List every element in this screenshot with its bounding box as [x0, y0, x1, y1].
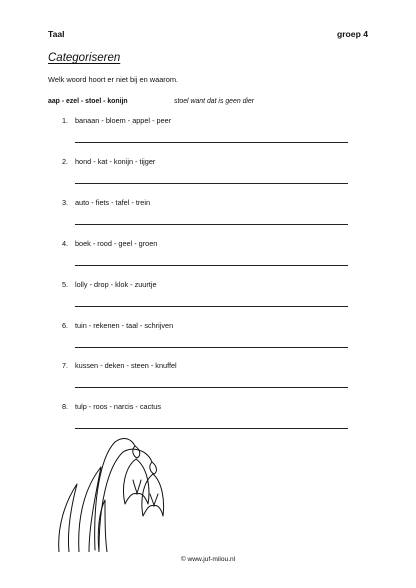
answer-line[interactable] [75, 347, 348, 348]
exercise-item [0, 361, 416, 401]
exercise-item [0, 116, 416, 156]
item-words: auto - fiets - tafel - trein [75, 198, 151, 207]
item-number: 1. [62, 116, 69, 125]
flower-bud [133, 446, 140, 458]
item-number: 8. [62, 402, 69, 411]
stem [99, 449, 152, 550]
answer-line[interactable] [75, 142, 348, 143]
copyright-footer: © www.juf-milou.nl [180, 556, 236, 563]
stem [95, 439, 135, 550]
leaf [79, 467, 101, 552]
item-number: 7. [62, 361, 69, 370]
item-words: banaan - bloem - appel - peer [75, 116, 172, 125]
flower-petal [123, 459, 148, 504]
exercise-item [0, 157, 416, 197]
item-words: hond - kat - konijn - tijger [75, 157, 156, 166]
item-number: 6. [62, 321, 69, 330]
page-title: Categoriseren [48, 52, 121, 64]
flower-petal [142, 474, 164, 516]
exercise-item [0, 280, 416, 320]
example-answer: stoel want dat is geen dier [174, 98, 255, 105]
exercise-item [0, 239, 416, 279]
leaf [59, 484, 77, 552]
answer-line[interactable] [75, 265, 348, 266]
flower-petal-inner [150, 494, 158, 506]
answer-line[interactable] [75, 183, 348, 184]
flower-petal-inner [133, 480, 141, 494]
item-words: lolly - drop - klok - zuurtje [75, 280, 157, 289]
answer-line[interactable] [75, 306, 348, 307]
flower-bud [150, 462, 157, 474]
answer-line[interactable] [75, 387, 348, 388]
exercise-item [0, 198, 416, 238]
subject-label: Taal [48, 29, 65, 39]
example-words: aap - ezel - stoel - konijn [48, 98, 128, 105]
exercise-item [0, 321, 416, 361]
answer-line[interactable] [75, 224, 348, 225]
answer-line[interactable] [75, 428, 348, 429]
item-number: 3. [62, 198, 69, 207]
item-words: tulp - roos - narcis - cactus [75, 402, 161, 411]
item-words: tuin - rekenen - taal - schrijven [75, 321, 174, 330]
item-number: 4. [62, 239, 69, 248]
grade-label: groep 4 [336, 29, 368, 39]
item-words: boek - rood - geel - groen [75, 239, 158, 248]
snowdrop-illustration [55, 432, 165, 552]
item-number: 5. [62, 280, 69, 289]
instruction-text: Welk woord hoort er niet bij en waarom. [48, 75, 179, 84]
item-number: 2. [62, 157, 69, 166]
item-words: kussen - deken - steen - knuffel [75, 361, 177, 370]
